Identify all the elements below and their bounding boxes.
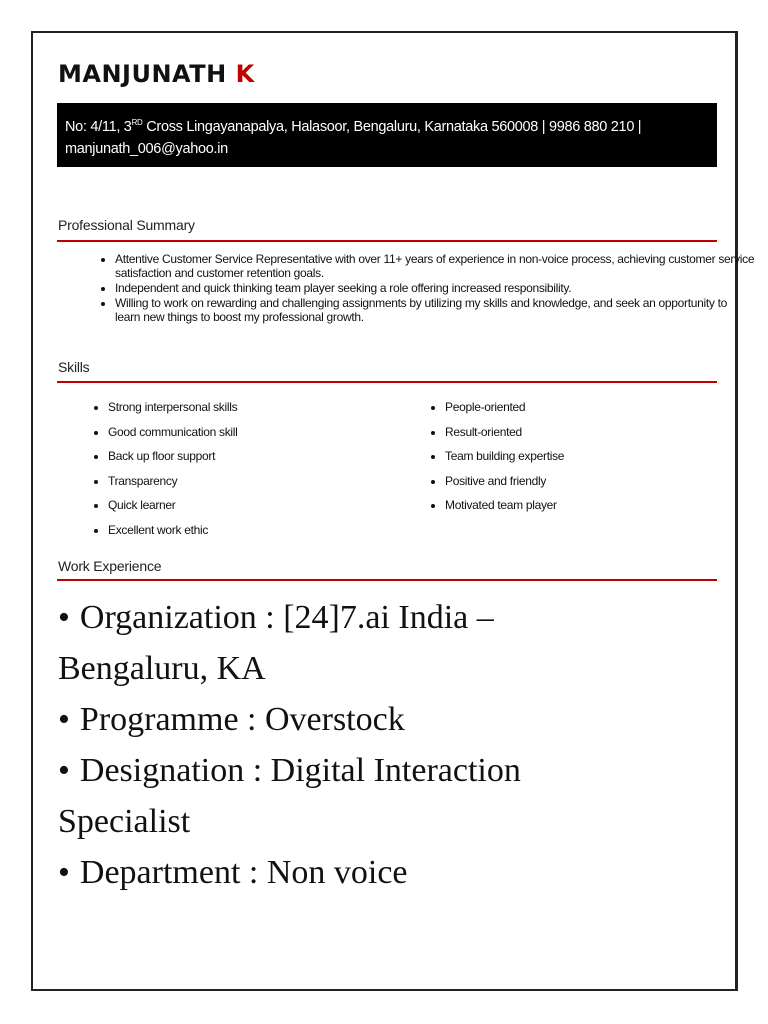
bullet-glyph: • <box>58 701 70 738</box>
work-programme: Programme : Overstock <box>79 701 405 738</box>
summary-item: • Willing to work on rewarding and challenging assignments by utilizing my skills and knowledge, and seek an opportunity to learn new things to boost my professional growth. <box>115 296 755 324</box>
skill-item: • Back up floor support <box>108 444 238 469</box>
work-row-department <box>58 847 718 898</box>
section-title-work-experience: Work Experience <box>58 558 162 574</box>
work-designation-cont: Specialist <box>58 803 191 840</box>
summary-item: • Attentive Customer Service Representative with over 11+ years of experience in non-voice process, achieving customer service satisfaction and customer retention goals. <box>115 252 755 280</box>
contact-suffix: Cross Lingayanapalya, Halasoor, Bengaluru, Karnataka 560008 | 9986 880 210 | <box>142 119 642 135</box>
skill-item: • People-oriented <box>445 395 564 420</box>
skills-list-right <box>429 395 564 518</box>
section-title-professional-summary: Professional Summary <box>58 217 195 233</box>
skill-item: • Excellent work ethic <box>108 518 238 543</box>
bullet-glyph: • <box>58 854 70 891</box>
skill-item: • Quick learner <box>108 493 238 518</box>
section-rule-skills <box>57 381 717 383</box>
work-department: Department : Non voice <box>79 854 408 891</box>
skill-item: • Good communication skill <box>108 420 238 445</box>
work-organization-cont: Bengaluru, KA <box>58 650 266 687</box>
section-title-skills: Skills <box>58 359 90 375</box>
skills-list-left <box>92 395 238 542</box>
work-designation: Designation : Digital Interaction <box>79 752 521 789</box>
summary-item: • Independent and quick thinking team player seeking a role offering increased responsibility. <box>115 281 755 295</box>
section-rule-summary <box>57 240 717 242</box>
contact-superscript: RD <box>131 118 143 127</box>
work-row-organization <box>58 592 718 643</box>
skill-item: • Team building expertise <box>445 444 564 469</box>
skill-item: • Motivated team player <box>445 493 564 518</box>
work-organization: Organization : [24]7.ai India – <box>79 599 494 636</box>
name-initial: K <box>235 60 255 88</box>
skill-item: • Strong interpersonal skills <box>108 395 238 420</box>
work-experience-details <box>58 592 718 898</box>
work-row-programme <box>58 694 718 745</box>
contact-prefix: No: 4/11, 3 <box>65 119 132 135</box>
bullet-glyph: • <box>58 599 70 636</box>
contact-bar <box>57 103 717 167</box>
section-rule-work <box>57 579 717 581</box>
work-row-designation <box>58 745 718 796</box>
summary-list <box>91 252 755 325</box>
skill-item: • Transparency <box>108 469 238 494</box>
candidate-name <box>58 60 255 88</box>
bullet-glyph: • <box>58 752 70 789</box>
skill-item: • Positive and friendly <box>445 469 564 494</box>
contact-address-line <box>65 112 709 138</box>
contact-email: manjunath_006@yahoo.in <box>65 141 228 157</box>
name-main: MANJUNATH <box>58 60 227 88</box>
skill-item: • Result-oriented <box>445 420 564 445</box>
